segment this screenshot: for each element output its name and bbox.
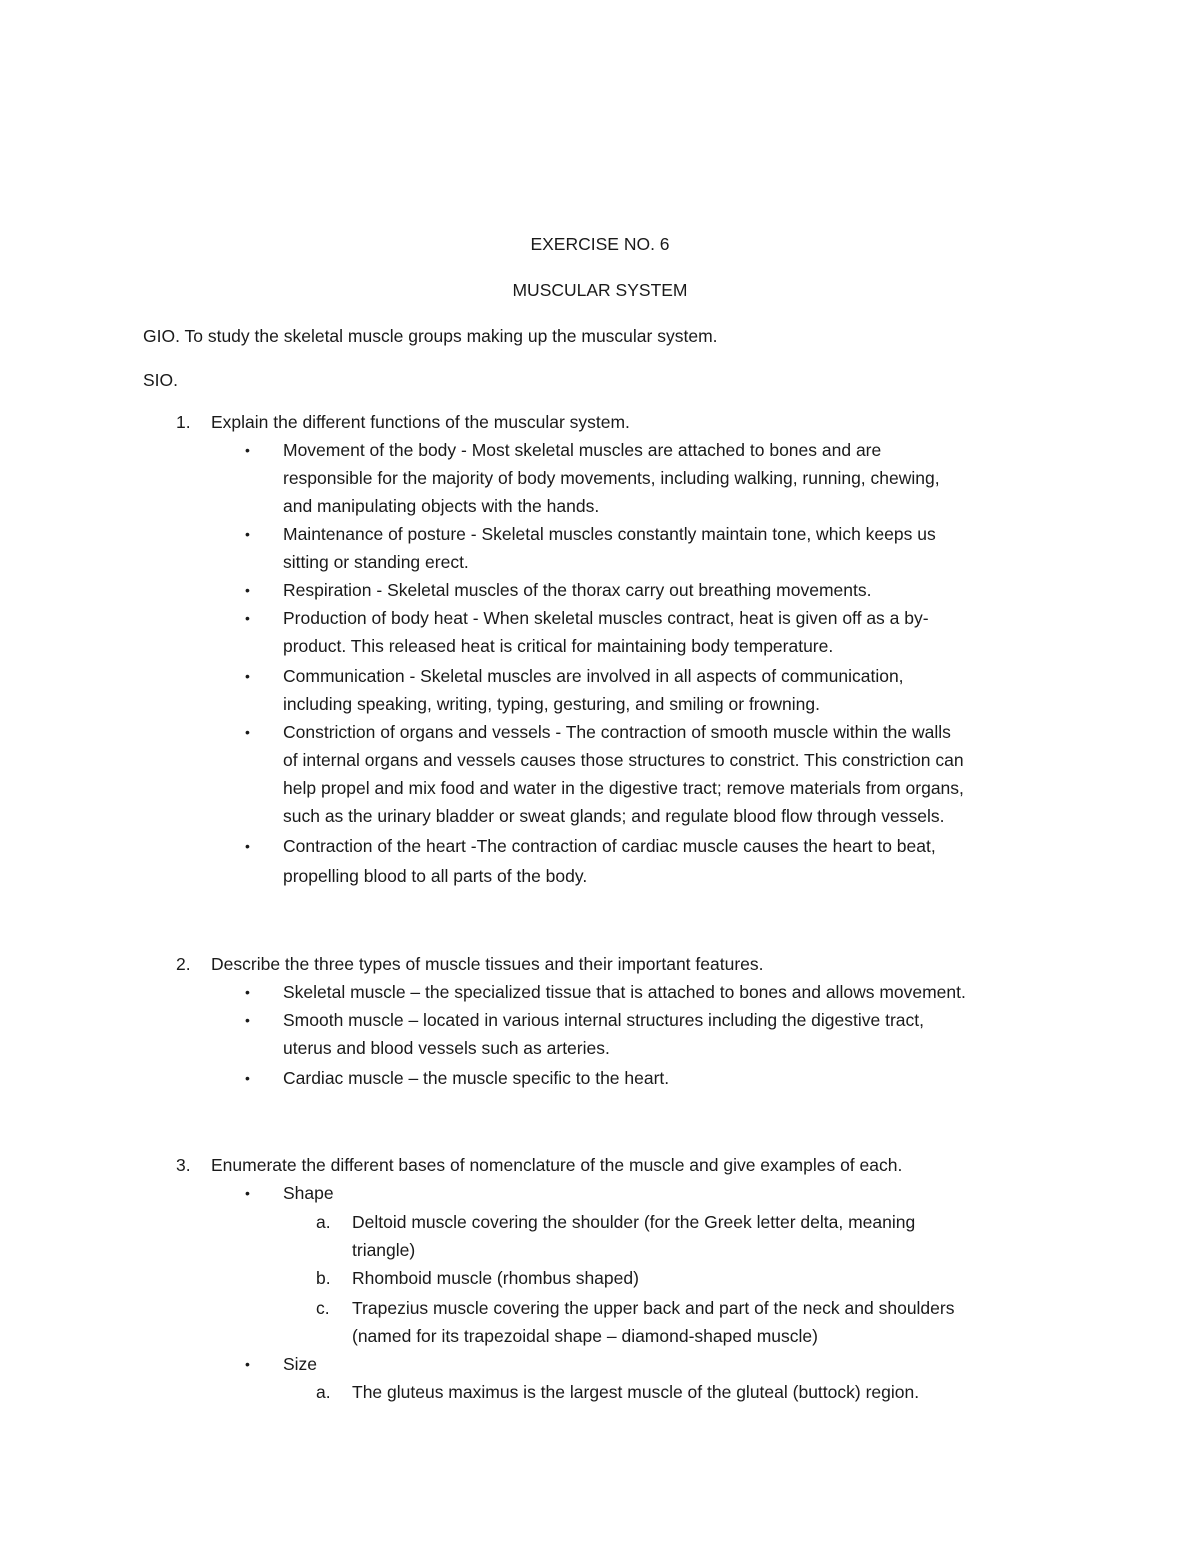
gio-text: GIO. To study the skeletal muscle groups making up the muscular system. xyxy=(143,326,718,346)
list-item-line: Communication - Skeletal muscles are involved in all aspects of communication, xyxy=(283,666,904,686)
bullet-icon: • xyxy=(245,724,250,740)
question-text: Explain the different functions of the muscular system. xyxy=(211,412,630,432)
question-text: Describe the three types of muscle tissues and their important features. xyxy=(211,954,764,974)
list-item-line: including speaking, writing, typing, gesturing, and smiling or frowning. xyxy=(283,694,820,714)
list-item-line: and manipulating objects with the hands. xyxy=(283,496,600,516)
sio-label: SIO. xyxy=(143,370,179,390)
list-item-line: help propel and mix food and water in the digestive tract; remove materials from organs, xyxy=(283,778,964,798)
bullet-icon: • xyxy=(245,442,250,458)
question-number: 1. xyxy=(176,412,191,432)
list-item-line: uterus and blood vessels such as arteries. xyxy=(283,1038,610,1058)
list-item-line: propelling blood to all parts of the body. xyxy=(283,866,588,886)
sub-item-line: Rhomboid muscle (rhombus shaped) xyxy=(352,1268,639,1288)
list-item-line: of internal organs and vessels causes those structures to constrict. This constriction can xyxy=(283,750,964,770)
bullet-icon: • xyxy=(245,1012,250,1028)
list-item-line: Skeletal muscle – the specialized tissue that is attached to bones and allows movement. xyxy=(283,982,966,1002)
list-item-line: Constriction of organs and vessels - The contraction of smooth muscle within the walls xyxy=(283,722,951,742)
bullet-icon: • xyxy=(245,582,250,598)
bullet-icon: • xyxy=(245,984,250,1000)
list-item-line: Movement of the body - Most skeletal muscles are attached to bones and are xyxy=(283,440,882,460)
list-item-line: Respiration - Skeletal muscles of the thorax carry out breathing movements. xyxy=(283,580,872,600)
question-number: 3. xyxy=(176,1155,191,1175)
list-item-line: Maintenance of posture - Skeletal muscles constantly maintain tone, which keeps us xyxy=(283,524,936,544)
list-item-line: Production of body heat - When skeletal muscles contract, heat is given off as a by- xyxy=(283,608,929,628)
list-item-line: Cardiac muscle – the muscle specific to the heart. xyxy=(283,1068,670,1088)
sub-item-line: The gluteus maximus is the largest muscle of the gluteal (buttock) region. xyxy=(352,1382,920,1402)
sub-item-line: Trapezius muscle covering the upper back and part of the neck and shoulders xyxy=(352,1298,955,1318)
category-label: Size xyxy=(283,1354,318,1374)
list-item-line: sitting or standing erect. xyxy=(283,552,469,572)
bullet-icon: • xyxy=(245,526,250,542)
list-item-line: Contraction of the heart -The contraction of cardiac muscle causes the heart to beat, xyxy=(283,836,936,856)
list-item-line: such as the urinary bladder or sweat glands; and regulate blood flow through vessels. xyxy=(283,806,945,826)
sub-item-label: a. xyxy=(316,1382,331,1402)
question-text: Enumerate the different bases of nomenclature of the muscle and give examples of each. xyxy=(211,1155,903,1175)
exercise-subtitle: MUSCULAR SYSTEM xyxy=(512,280,688,300)
bullet-icon: • xyxy=(245,668,250,684)
bullet-icon: • xyxy=(245,1356,250,1372)
list-item-line: product. This released heat is critical for maintaining body temperature. xyxy=(283,636,834,656)
exercise-title: EXERCISE NO. 6 xyxy=(530,234,670,254)
bullet-icon: • xyxy=(245,610,250,626)
list-item-line: responsible for the majority of body movements, including walking, running, chewing, xyxy=(283,468,940,488)
question-number: 2. xyxy=(176,954,191,974)
sub-item-line: triangle) xyxy=(352,1240,416,1260)
sub-item-label: c. xyxy=(316,1298,330,1318)
bullet-icon: • xyxy=(245,838,250,854)
sub-item-line: Deltoid muscle covering the shoulder (for the Greek letter delta, meaning xyxy=(352,1212,916,1232)
bullet-icon: • xyxy=(245,1070,250,1086)
list-item-line: Smooth muscle – located in various internal structures including the digestive tract, xyxy=(283,1010,925,1030)
sub-item-line: (named for its trapezoidal shape – diamond-shaped muscle) xyxy=(352,1326,818,1346)
bullet-icon: • xyxy=(245,1185,250,1201)
sub-item-label: a. xyxy=(316,1212,331,1232)
sub-item-label: b. xyxy=(316,1268,331,1288)
category-label: Shape xyxy=(283,1183,334,1203)
